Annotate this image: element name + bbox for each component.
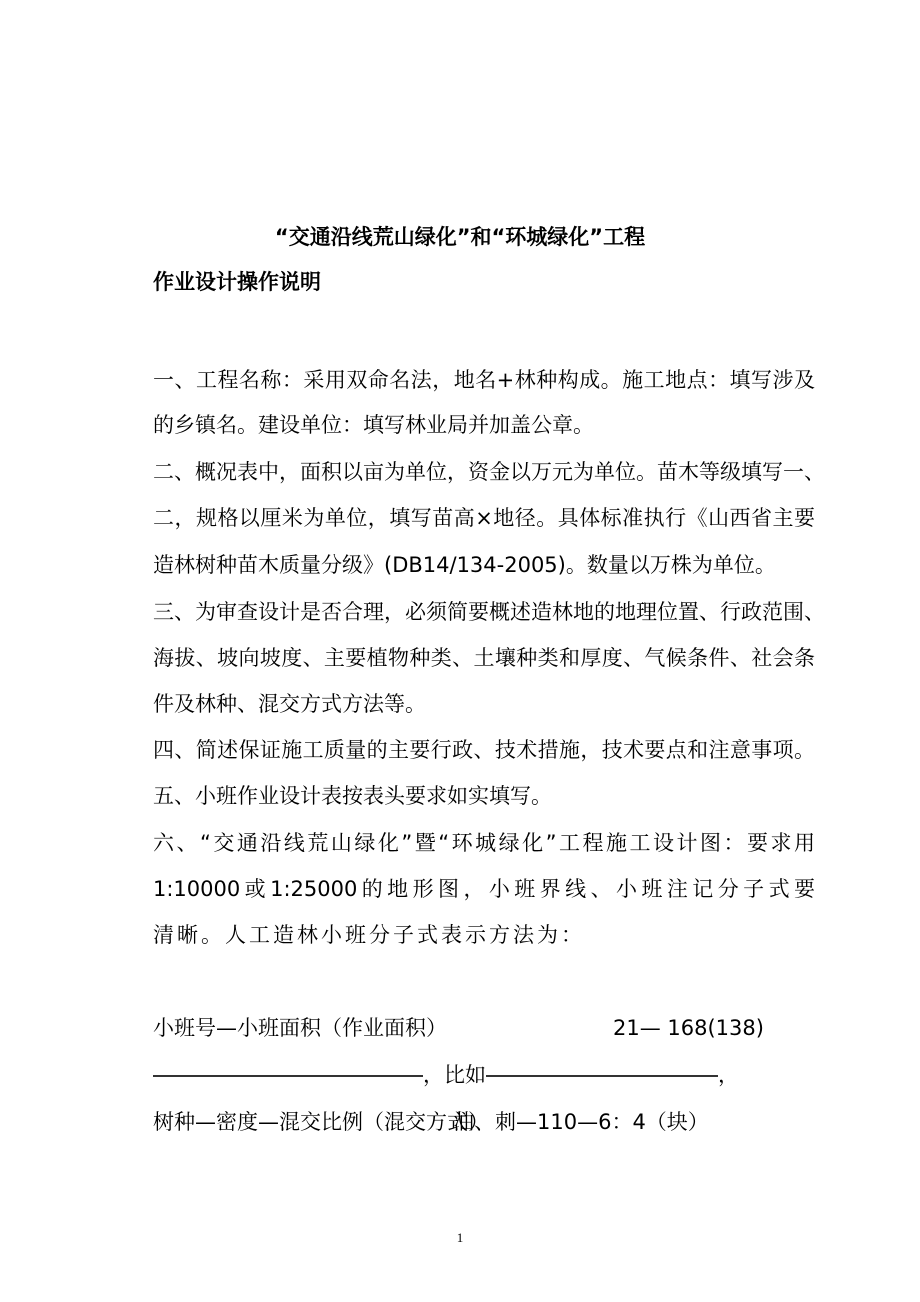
formula-denominator: 树种—密度—混交比例（混交方式）	[153, 1110, 489, 1134]
fraction-line	[153, 1075, 423, 1077]
formula-denominator-row	[153, 1108, 815, 1136]
example-denominator: 油、刺—110—6：4（块）	[453, 1110, 709, 1134]
paragraph-line: 清晰。人工造林小班分子式表示方法为：	[153, 923, 585, 947]
paragraph-line: 1:10000或1:25000的地形图，小班界线、小班注记分子式要	[153, 877, 815, 901]
paragraph-line: 造林树种苗木质量分级》(DB14/134-2005)。数量以万株为单位。	[153, 553, 776, 577]
formula-numerator-row	[153, 1014, 815, 1042]
comma: ，	[423, 1063, 444, 1087]
paragraph-line: 一、工程名称：采用双命名法，地名+林种构成。施工地点：填写涉及	[153, 368, 815, 392]
document-subtitle: 作业设计操作说明	[153, 270, 321, 294]
paragraph-line: 二，规格以厘米为单位，填写苗高×地径。具体标准执行《山西省主要	[153, 506, 815, 530]
paragraph-line: 五、小班作业设计表按表头要求如实填写。	[153, 784, 552, 808]
example-numerator: 21— 168(138)	[613, 1016, 764, 1040]
comma: ，	[718, 1063, 739, 1087]
paragraph-line: 件及林种、混交方式方法等。	[153, 692, 426, 716]
document-title: “交通沿线荒山绿化”和“环城绿化”工程	[274, 225, 646, 249]
paragraph-line: 的乡镇名。建设单位：填写林业局并加盖公章。	[153, 413, 594, 437]
example-fraction-line	[486, 1075, 718, 1077]
example-word: 比如	[444, 1063, 486, 1087]
page-number: 1	[456, 1230, 464, 1245]
paragraph-line: 三、为审查设计是否合理，必须简要概述造林地的地理位置、行政范围、	[153, 600, 825, 624]
formula-numerator: 小班号—小班面积（作业面积）	[153, 1016, 447, 1040]
paragraph-line: 四、简述保证施工质量的主要行政、技术措施，技术要点和注意事项。	[153, 738, 815, 762]
formula-separator-row	[153, 1061, 815, 1089]
paragraph-line: 海拔、坡向坡度、主要植物种类、土壤种类和厚度、气候条件、社会条	[153, 646, 815, 670]
paragraph-line: 二、概况表中，面积以亩为单位，资金以万元为单位。苗木等级填写一、	[153, 460, 825, 484]
paragraph-line: 六、“交通沿线荒山绿化”暨“环城绿化”工程施工设计图：要求用	[153, 831, 815, 855]
